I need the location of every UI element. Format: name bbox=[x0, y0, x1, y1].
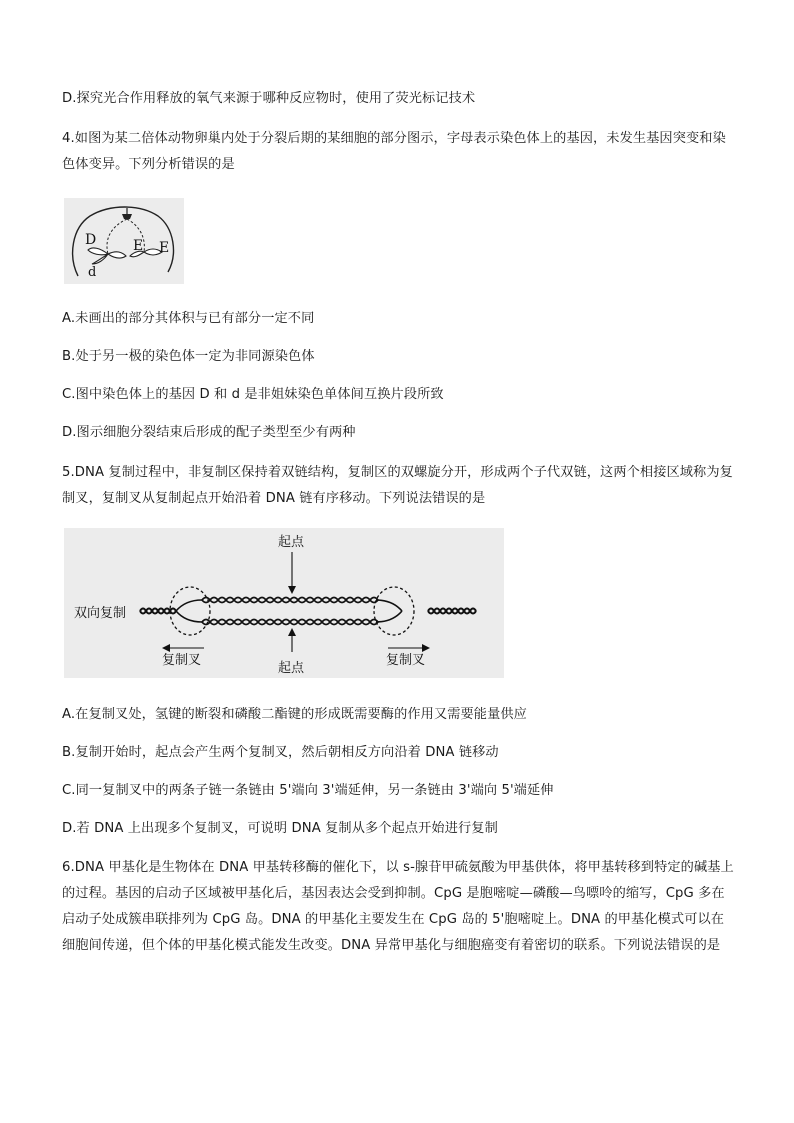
fork-circle-right bbox=[374, 587, 414, 635]
q5-option-b: B.复制开始时，起点会产生两个复制叉，然后朝相反方向沿着 DNA 链移动 bbox=[62, 745, 499, 760]
spindle-left bbox=[107, 219, 127, 254]
q5-dna-figure bbox=[64, 528, 504, 678]
q3-option-d: D.探究光合作用释放的氧气来源于哪种反应物时，使用了荧光标记技术 bbox=[62, 91, 476, 106]
origin-arrowhead-top bbox=[288, 586, 296, 594]
q5-option-d: D.若 DNA 上出现多个复制叉，可说明 DNA 复制从多个起点开始进行复制 bbox=[62, 821, 498, 836]
gene-label-d: d bbox=[88, 265, 97, 280]
fork-label-right: 复制叉 bbox=[386, 653, 426, 668]
chromosome-left-arm-1 bbox=[88, 248, 108, 255]
fork-arrowhead-right bbox=[422, 644, 430, 652]
q4-option-c: C.图中染色体上的基因 D 和 d 是非姐妹染色单体间互换片段所致 bbox=[62, 387, 444, 402]
q4-stem: 4.如图为某二倍体动物卵巢内处于分裂后期的某细胞的部分图示，字母表示染色体上的基因，未发生基因突变和染色体变异。下列分析错误的是 bbox=[62, 131, 726, 172]
centrosome bbox=[122, 214, 132, 219]
q4-option-b: B.处于另一极的染色体一定为非同源染色体 bbox=[62, 349, 315, 364]
q5-option-c: C.同一复制叉中的两条子链一条链由 5'端向 3'端延伸，另一条链由 3'端向 5'端延伸 bbox=[62, 783, 554, 798]
q6-stem: 6.DNA 甲基化是生物体在 DNA 甲基转移酶的催化下，以 s-腺苷甲硫氨酸为甲基供体，将甲基转移到特定的碱基上的过程。基因的启动子区域被甲基化后，基因表达会受到抑制。CpG 是胞嘧啶—磷酸—鸟嘌呤的缩写，CpG 多在启动子处成簇串联排列为 CpG 岛。DNA 的甲基化主要发生在 CpG 岛的 5'胞嘧啶上。DNA 的甲基化模式可以在细胞间传递，但个体的甲基化模式能发生改变。DNA 异常甲基化与细胞癌变有着密切的联系。下列说法错误的是 bbox=[62, 860, 734, 953]
q4-option-a: A.未画出的部分其体积与已有部分一定不同 bbox=[62, 311, 315, 326]
q4-option-d: D.图示细胞分裂结束后形成的配子类型至少有两种 bbox=[62, 425, 356, 440]
bidirectional-label: 双向复制 bbox=[74, 606, 127, 621]
origin-label-top: 起点 bbox=[278, 535, 305, 550]
origin-label-bottom: 起点 bbox=[278, 661, 305, 676]
q5-option-a: A.在复制叉处，氢键的断裂和磷酸二酯键的形成既需要酶的作用又需要能量供应 bbox=[62, 707, 527, 722]
gene-label-D: D bbox=[85, 232, 97, 248]
dna-replication-diagram bbox=[64, 528, 504, 678]
gene-label-E-inner: E bbox=[133, 238, 144, 254]
bubble-split-lower-right bbox=[376, 611, 402, 622]
bubble-split-upper-right bbox=[376, 600, 402, 611]
q5-stem: 5.DNA 复制过程中，非复制区保持着双链结构，复制区的双螺旋分开，形成两个子代双链，这两个相接区域称为复制叉，复制叉从复制起点开始沿着 DNA 链有序移动。下列说法错误的是 bbox=[62, 465, 733, 506]
fork-label-left: 复制叉 bbox=[162, 653, 202, 668]
origin-arrowhead-bottom bbox=[288, 628, 296, 636]
fork-arrowhead-left bbox=[162, 644, 170, 652]
gene-label-E-outer: E bbox=[159, 240, 170, 256]
q4-cell-figure bbox=[64, 198, 184, 284]
cell-diagram bbox=[64, 198, 184, 284]
bubble-split-upper-left bbox=[176, 600, 202, 611]
chromosome-left-arm-3 bbox=[92, 254, 108, 264]
chromosome-left-arm-2 bbox=[108, 252, 126, 258]
bubble-split-lower-left bbox=[176, 611, 202, 622]
